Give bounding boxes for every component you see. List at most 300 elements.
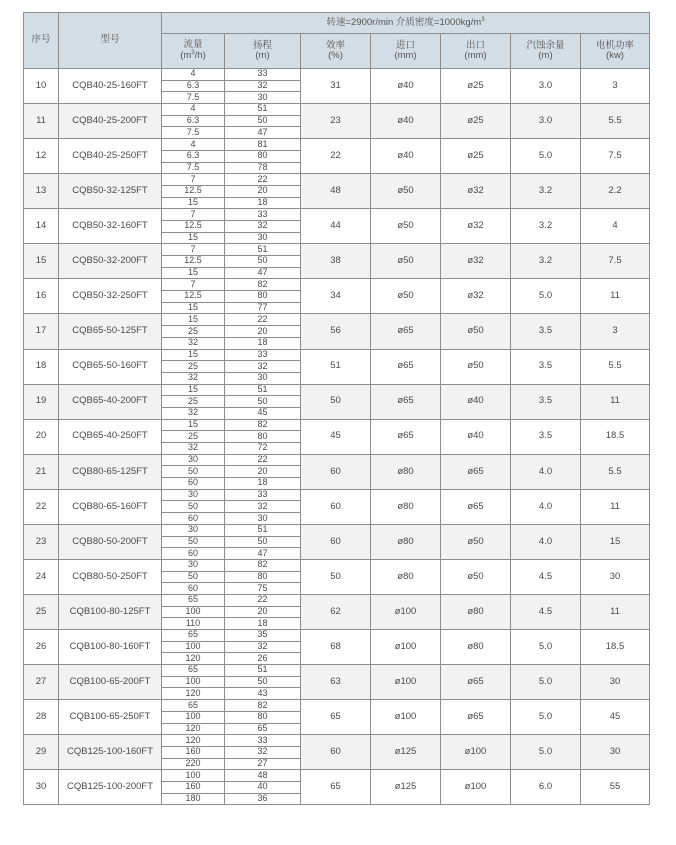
head-cell: 51 [225, 665, 301, 677]
model-cell: CQB65-40-250FT [59, 419, 162, 454]
head-cell: 40 [225, 781, 301, 793]
npsh-cell: 3.5 [511, 384, 581, 419]
seq-cell: 13 [24, 174, 59, 209]
pump-spec-table [23, 12, 650, 805]
outlet-cell: ø50 [441, 314, 511, 349]
outlet-cell: ø32 [441, 174, 511, 209]
head-cell: 30 [225, 92, 301, 104]
flow-cell: 120 [162, 688, 225, 700]
table-row [24, 489, 650, 501]
npsh-cell: 5.0 [511, 700, 581, 735]
inlet-cell: ø65 [371, 419, 441, 454]
outlet-cell: ø100 [441, 735, 511, 770]
head-cell: 20 [225, 185, 301, 197]
table-row [24, 594, 650, 606]
head-cell: 35 [225, 630, 301, 642]
motor-power-cell: 4 [581, 209, 650, 244]
inlet-cell: ø50 [371, 244, 441, 279]
outlet-cell: ø65 [441, 665, 511, 700]
head-cell: 18 [225, 197, 301, 209]
flow-cell: 15 [162, 314, 225, 326]
head-cell: 51 [225, 384, 301, 396]
head-cell: 78 [225, 162, 301, 174]
flow-cell: 12.5 [162, 220, 225, 232]
motor-power-cell: 11 [581, 489, 650, 524]
inlet-cell: ø40 [371, 139, 441, 174]
npsh-cell: 4.0 [511, 489, 581, 524]
flow-cell: 100 [162, 641, 225, 653]
model-cell: CQB80-50-250FT [59, 559, 162, 594]
model-cell: CQB125-100-200FT [59, 770, 162, 805]
model-cell: CQB125-100-160FT [59, 735, 162, 770]
head-cell: 26 [225, 653, 301, 665]
head-cell: 22 [225, 314, 301, 326]
motor-power-cell: 3 [581, 69, 650, 104]
flow-cell: 30 [162, 559, 225, 571]
table-row [24, 279, 650, 291]
npsh-cell: 4.0 [511, 454, 581, 489]
table-row [24, 69, 650, 81]
motor-power-cell: 5.5 [581, 454, 650, 489]
flow-cell: 15 [162, 419, 225, 431]
outlet-cell: ø65 [441, 700, 511, 735]
table-row [24, 559, 650, 571]
seq-cell: 19 [24, 384, 59, 419]
motor-power-cell: 2.2 [581, 174, 650, 209]
head-cell: 33 [225, 735, 301, 747]
model-cell: CQB100-80-125FT [59, 594, 162, 629]
head-cell: 30 [225, 232, 301, 244]
efficiency-cell: 34 [301, 279, 371, 314]
inlet-cell: ø80 [371, 454, 441, 489]
npsh-cell: 5.0 [511, 279, 581, 314]
flow-cell: 50 [162, 501, 225, 513]
head-cell: 80 [225, 431, 301, 443]
head-cell: 32 [225, 80, 301, 92]
efficiency-cell: 60 [301, 454, 371, 489]
flow-cell: 65 [162, 594, 225, 606]
inlet-cell: ø65 [371, 314, 441, 349]
npsh-cell: 5.0 [511, 139, 581, 174]
flow-cell: 60 [162, 548, 225, 560]
table-row [24, 349, 650, 361]
flow-cell: 7 [162, 209, 225, 221]
model-cell: CQB40-25-250FT [59, 139, 162, 174]
motor-power-cell: 18.5 [581, 419, 650, 454]
motor-power-cell: 15 [581, 524, 650, 559]
outlet-cell: ø40 [441, 384, 511, 419]
header-head: 扬程 (m) [225, 34, 301, 69]
flow-cell: 7.5 [162, 92, 225, 104]
flow-cell: 100 [162, 606, 225, 618]
flow-cell: 120 [162, 735, 225, 747]
inlet-cell: ø100 [371, 665, 441, 700]
table-row [24, 314, 650, 326]
npsh-cell: 5.0 [511, 665, 581, 700]
head-cell: 27 [225, 758, 301, 770]
flow-cell: 4 [162, 69, 225, 81]
motor-power-cell: 7.5 [581, 244, 650, 279]
efficiency-cell: 50 [301, 559, 371, 594]
outlet-cell: ø80 [441, 630, 511, 665]
model-cell: CQB40-25-160FT [59, 69, 162, 104]
flow-cell: 6.3 [162, 115, 225, 127]
header-motor-power: 电机功率 (kw) [581, 34, 650, 69]
outlet-cell: ø80 [441, 594, 511, 629]
header-model: 型号 [59, 13, 162, 69]
flow-cell: 100 [162, 770, 225, 782]
flow-cell: 220 [162, 758, 225, 770]
seq-cell: 24 [24, 559, 59, 594]
header-condition: 转速=2900r/min 介质密度$=1000kg/m^3$ [162, 13, 650, 34]
inlet-cell: ø50 [371, 209, 441, 244]
model-cell: CQB100-80-160FT [59, 630, 162, 665]
motor-power-cell: 11 [581, 594, 650, 629]
efficiency-cell: 31 [301, 69, 371, 104]
seq-cell: 25 [24, 594, 59, 629]
motor-power-cell: 55 [581, 770, 650, 805]
outlet-cell: ø25 [441, 104, 511, 139]
outlet-cell: ø32 [441, 209, 511, 244]
flow-cell: 12.5 [162, 291, 225, 303]
head-cell: 33 [225, 489, 301, 501]
outlet-cell: ø65 [441, 489, 511, 524]
inlet-cell: ø100 [371, 700, 441, 735]
flow-cell: 30 [162, 454, 225, 466]
npsh-cell: 3.5 [511, 349, 581, 384]
flow-cell: 32 [162, 372, 225, 384]
inlet-cell: ø100 [371, 594, 441, 629]
flow-cell: 160 [162, 746, 225, 758]
model-cell: CQB50-32-160FT [59, 209, 162, 244]
table-row [24, 209, 650, 221]
flow-cell: 30 [162, 524, 225, 536]
head-cell: 72 [225, 443, 301, 455]
head-cell: 82 [225, 279, 301, 291]
head-cell: 82 [225, 419, 301, 431]
table-row [24, 244, 650, 256]
header-npsh: 汽蚀余量 (m) [511, 34, 581, 69]
head-cell: 20 [225, 606, 301, 618]
inlet-cell: ø40 [371, 69, 441, 104]
table-row [24, 630, 650, 642]
head-cell: 30 [225, 513, 301, 525]
seq-cell: 10 [24, 69, 59, 104]
flow-cell: 7.5 [162, 162, 225, 174]
table-row [24, 665, 650, 677]
flow-cell: 100 [162, 711, 225, 723]
head-cell: 50 [225, 536, 301, 548]
npsh-cell: 3.5 [511, 419, 581, 454]
table-row [24, 384, 650, 396]
flow-cell: 6.3 [162, 80, 225, 92]
flow-cell: 50 [162, 466, 225, 478]
motor-power-cell: 30 [581, 735, 650, 770]
flow-cell: 110 [162, 618, 225, 630]
head-cell: 80 [225, 711, 301, 723]
flow-cell: 15 [162, 197, 225, 209]
head-cell: 81 [225, 139, 301, 151]
npsh-cell: 5.0 [511, 630, 581, 665]
efficiency-cell: 68 [301, 630, 371, 665]
seq-cell: 20 [24, 419, 59, 454]
flow-cell: 30 [162, 489, 225, 501]
head-cell: 32 [225, 361, 301, 373]
header-inlet: 进口 (mm) [371, 34, 441, 69]
table-row [24, 174, 650, 186]
head-cell: 20 [225, 326, 301, 338]
flow-cell: 7.5 [162, 127, 225, 139]
head-cell: 80 [225, 291, 301, 303]
flow-cell: 50 [162, 536, 225, 548]
outlet-cell: ø65 [441, 454, 511, 489]
flow-cell: 7 [162, 244, 225, 256]
model-cell: CQB50-32-200FT [59, 244, 162, 279]
inlet-cell: ø80 [371, 559, 441, 594]
flow-cell: 4 [162, 104, 225, 116]
model-cell: CQB80-65-160FT [59, 489, 162, 524]
model-cell: CQB65-50-160FT [59, 349, 162, 384]
npsh-cell: 3.0 [511, 104, 581, 139]
flow-cell: 12.5 [162, 185, 225, 197]
inlet-cell: ø65 [371, 384, 441, 419]
head-cell: 50 [225, 396, 301, 408]
npsh-cell: 5.0 [511, 735, 581, 770]
seq-cell: 26 [24, 630, 59, 665]
motor-power-cell: 30 [581, 665, 650, 700]
inlet-cell: ø80 [371, 489, 441, 524]
seq-cell: 12 [24, 139, 59, 174]
seq-cell: 16 [24, 279, 59, 314]
head-cell: 80 [225, 571, 301, 583]
flow-cell: 32 [162, 407, 225, 419]
spec-table-body [24, 69, 650, 805]
header-outlet: 出口 (mm) [441, 34, 511, 69]
npsh-cell: 4.5 [511, 594, 581, 629]
head-cell: 18 [225, 337, 301, 349]
flow-cell: 4 [162, 139, 225, 151]
seq-cell: 15 [24, 244, 59, 279]
inlet-cell: ø50 [371, 174, 441, 209]
head-cell: 50 [225, 256, 301, 268]
seq-cell: 28 [24, 700, 59, 735]
flow-cell: 25 [162, 396, 225, 408]
seq-cell: 30 [24, 770, 59, 805]
head-cell: 20 [225, 466, 301, 478]
flow-cell: 60 [162, 583, 225, 595]
motor-power-cell: 5.5 [581, 349, 650, 384]
flow-cell: 60 [162, 478, 225, 490]
head-cell: 50 [225, 676, 301, 688]
head-cell: 32 [225, 501, 301, 513]
flow-cell: 160 [162, 781, 225, 793]
npsh-cell: 3.5 [511, 314, 581, 349]
motor-power-cell: 7.5 [581, 139, 650, 174]
model-cell: CQB50-32-125FT [59, 174, 162, 209]
outlet-cell: ø32 [441, 244, 511, 279]
head-cell: 65 [225, 723, 301, 735]
flow-cell: 180 [162, 793, 225, 805]
head-cell: 82 [225, 700, 301, 712]
inlet-cell: ø100 [371, 630, 441, 665]
flow-cell: 25 [162, 431, 225, 443]
seq-cell: 11 [24, 104, 59, 139]
motor-power-cell: 11 [581, 384, 650, 419]
flow-cell: 50 [162, 571, 225, 583]
outlet-cell: ø50 [441, 559, 511, 594]
flow-cell: 15 [162, 232, 225, 244]
efficiency-cell: 50 [301, 384, 371, 419]
outlet-cell: ø25 [441, 69, 511, 104]
table-row [24, 735, 650, 747]
table-row [24, 454, 650, 466]
flow-cell: 15 [162, 267, 225, 279]
model-cell: CQB100-65-200FT [59, 665, 162, 700]
outlet-cell: ø50 [441, 524, 511, 559]
head-cell: 47 [225, 127, 301, 139]
npsh-cell: 3.0 [511, 69, 581, 104]
efficiency-cell: 23 [301, 104, 371, 139]
model-cell: CQB50-32-250FT [59, 279, 162, 314]
npsh-cell: 6.0 [511, 770, 581, 805]
motor-power-cell: 45 [581, 700, 650, 735]
flow-cell: 60 [162, 513, 225, 525]
npsh-cell: 3.2 [511, 209, 581, 244]
head-cell: 75 [225, 583, 301, 595]
flow-cell: 120 [162, 723, 225, 735]
efficiency-cell: 38 [301, 244, 371, 279]
flow-cell: 15 [162, 302, 225, 314]
outlet-cell: ø100 [441, 770, 511, 805]
inlet-cell: ø80 [371, 524, 441, 559]
model-cell: CQB80-65-125FT [59, 454, 162, 489]
head-cell: 47 [225, 548, 301, 560]
seq-cell: 18 [24, 349, 59, 384]
model-cell: CQB80-50-200FT [59, 524, 162, 559]
head-cell: 82 [225, 559, 301, 571]
head-cell: 51 [225, 524, 301, 536]
flow-cell: 32 [162, 443, 225, 455]
efficiency-cell: 44 [301, 209, 371, 244]
flow-cell: 65 [162, 665, 225, 677]
efficiency-cell: 62 [301, 594, 371, 629]
flow-cell: 6.3 [162, 150, 225, 162]
efficiency-cell: 51 [301, 349, 371, 384]
table-row [24, 770, 650, 782]
efficiency-cell: 22 [301, 139, 371, 174]
model-cell: CQB100-65-250FT [59, 700, 162, 735]
outlet-cell: ø25 [441, 139, 511, 174]
seq-cell: 27 [24, 665, 59, 700]
seq-cell: 29 [24, 735, 59, 770]
motor-power-cell: 5.5 [581, 104, 650, 139]
efficiency-cell: 63 [301, 665, 371, 700]
head-cell: 45 [225, 407, 301, 419]
flow-cell: 7 [162, 174, 225, 186]
flow-cell: 100 [162, 676, 225, 688]
head-cell: 33 [225, 69, 301, 81]
flow-cell: 120 [162, 653, 225, 665]
motor-power-cell: 3 [581, 314, 650, 349]
table-row [24, 700, 650, 712]
model-cell: CQB40-25-200FT [59, 104, 162, 139]
head-cell: 22 [225, 594, 301, 606]
efficiency-cell: 65 [301, 700, 371, 735]
model-cell: CQB65-40-200FT [59, 384, 162, 419]
table-row [24, 419, 650, 431]
head-cell: 51 [225, 244, 301, 256]
seq-cell: 14 [24, 209, 59, 244]
flow-cell: 65 [162, 630, 225, 642]
head-cell: 32 [225, 641, 301, 653]
head-cell: 22 [225, 174, 301, 186]
efficiency-cell: 60 [301, 735, 371, 770]
seq-cell: 17 [24, 314, 59, 349]
head-cell: 47 [225, 267, 301, 279]
motor-power-cell: 18.5 [581, 630, 650, 665]
inlet-cell: ø40 [371, 104, 441, 139]
efficiency-cell: 65 [301, 770, 371, 805]
flow-cell: 32 [162, 337, 225, 349]
header-efficiency: 效率 (%) [301, 34, 371, 69]
head-cell: 33 [225, 209, 301, 221]
flow-cell: 15 [162, 349, 225, 361]
head-cell: 50 [225, 115, 301, 127]
table-row [24, 139, 650, 151]
seq-cell: 22 [24, 489, 59, 524]
outlet-cell: ø32 [441, 279, 511, 314]
flow-cell: 25 [162, 361, 225, 373]
header-flow: 流量 $(m^3/h)$ [162, 34, 225, 69]
head-cell: 18 [225, 478, 301, 490]
head-cell: 32 [225, 220, 301, 232]
head-cell: 22 [225, 454, 301, 466]
inlet-cell: ø125 [371, 770, 441, 805]
flow-cell: 15 [162, 384, 225, 396]
header-seq: 序号 [24, 13, 59, 69]
inlet-cell: ø125 [371, 735, 441, 770]
efficiency-cell: 45 [301, 419, 371, 454]
head-cell: 32 [225, 746, 301, 758]
head-cell: 33 [225, 349, 301, 361]
outlet-cell: ø40 [441, 419, 511, 454]
seq-cell: 23 [24, 524, 59, 559]
efficiency-cell: 60 [301, 489, 371, 524]
table-row [24, 524, 650, 536]
head-cell: 18 [225, 618, 301, 630]
inlet-cell: ø65 [371, 349, 441, 384]
model-cell: CQB65-50-125FT [59, 314, 162, 349]
table-row [24, 104, 650, 116]
head-cell: 80 [225, 150, 301, 162]
outlet-cell: ø50 [441, 349, 511, 384]
npsh-cell: 4.5 [511, 559, 581, 594]
npsh-cell: 3.2 [511, 244, 581, 279]
head-cell: 43 [225, 688, 301, 700]
head-cell: 51 [225, 104, 301, 116]
npsh-cell: 3.2 [511, 174, 581, 209]
seq-cell: 21 [24, 454, 59, 489]
head-cell: 48 [225, 770, 301, 782]
motor-power-cell: 11 [581, 279, 650, 314]
npsh-cell: 4.0 [511, 524, 581, 559]
flow-cell: 7 [162, 279, 225, 291]
efficiency-cell: 60 [301, 524, 371, 559]
flow-cell: 12.5 [162, 256, 225, 268]
efficiency-cell: 48 [301, 174, 371, 209]
head-cell: 30 [225, 372, 301, 384]
head-cell: 36 [225, 793, 301, 805]
